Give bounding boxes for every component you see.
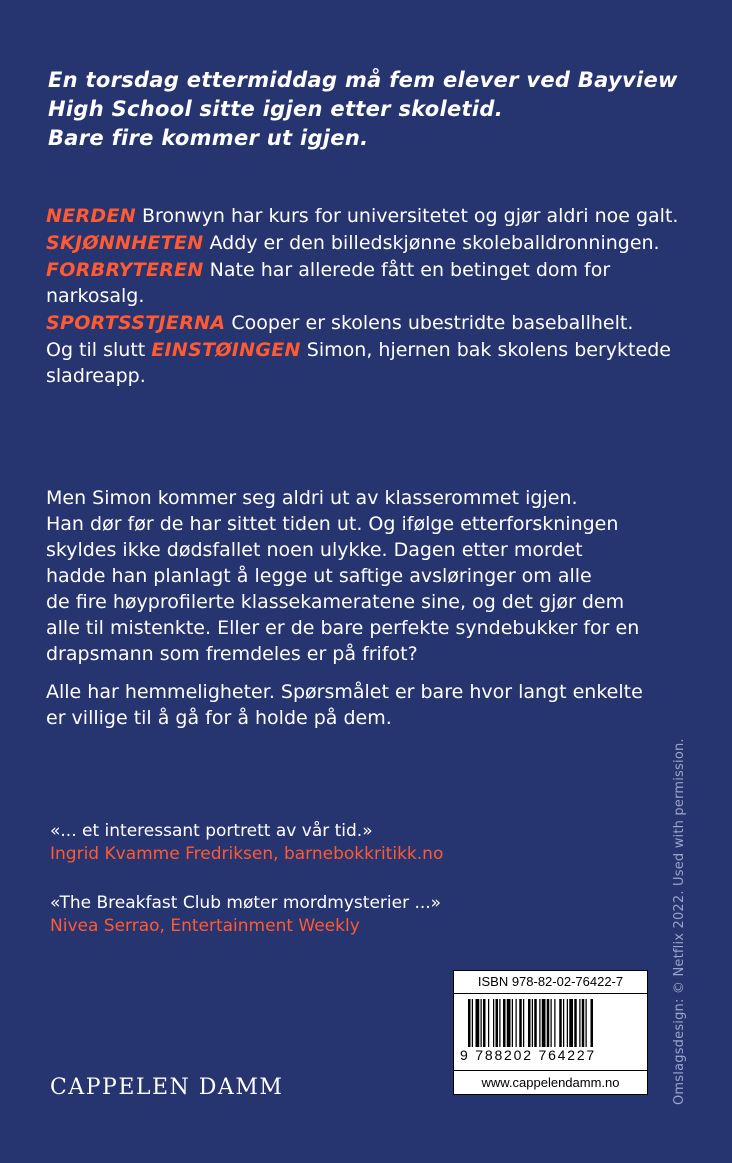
synopsis-line: alle til mistenkte. Eller er de bare perfekte syndebukker for en — [46, 617, 640, 639]
isbn-number: ISBN 978-82-02-76422-7 — [454, 971, 647, 994]
quote-text: «... et interessant portrett av vår tid.» — [50, 821, 373, 841]
publisher-logo: CAPPELEN DAMM — [50, 1075, 284, 1100]
synopsis-paragraph — [46, 485, 696, 667]
closing-paragraph — [46, 679, 696, 731]
character-outcast — [46, 337, 686, 389]
synopsis-line: drapsmann som fremdeles er på frifot? — [46, 643, 418, 665]
barcode-digits: 9 788202 764227 — [460, 1047, 596, 1063]
closing-line: Alle har hemmeligheter. Spørsmålet er bare hvor langt enkelte — [46, 681, 643, 703]
synopsis-line: Men Simon kommer seg aldri ut av klasserommet igjen. — [46, 487, 578, 509]
review-quote — [50, 892, 550, 938]
character-prefix: Og til slutt — [46, 339, 152, 361]
cover-credit: Omslagsdesign: © Netflix 2022. Used with permission. — [672, 738, 687, 1105]
character-athlete — [46, 310, 686, 336]
character-tag: FORBRYTEREN — [46, 259, 204, 281]
publisher-url: www.cappelendamm.no — [454, 1070, 647, 1095]
tagline — [48, 66, 688, 153]
quote-source: Ingrid Kvamme Fredriksen, barnebokkritikk.no — [50, 844, 444, 864]
character-description: Bronwyn har kurs for universitetet og gjør aldri noe galt. — [135, 205, 679, 227]
character-criminal — [46, 257, 686, 309]
character-tag: SKJØNNHETEN — [46, 232, 204, 254]
character-description: Cooper er skolens ubestridte baseballhelt. — [225, 312, 634, 334]
tagline-line: Bare fire kommer ut igjen. — [48, 126, 369, 150]
isbn-barcode — [453, 970, 648, 1095]
review-quote — [50, 820, 550, 866]
character-tag: EINSTØINGEN — [151, 339, 301, 361]
character-description: Addy er den billedskjønne skoleballdronningen. — [203, 232, 660, 254]
tagline-line: High School sitte igjen etter skoletid. — [48, 97, 503, 121]
tagline-line: En torsdag ettermiddag må fem elever ved Bayview — [48, 68, 678, 92]
character-description: Simon, hjernen bak skolens beryktede sladreapp. — [46, 339, 671, 387]
barcode-icon — [468, 999, 634, 1047]
character-beauty — [46, 230, 686, 256]
character-tag: NERDEN — [46, 205, 136, 227]
closing-line: er villige til å gå for å holde på dem. — [46, 707, 392, 729]
character-description: Nate har allerede fått en betinget dom for narkosalg. — [46, 259, 611, 307]
synopsis-line: hadde han planlagt å legge ut saftige avsløringer om alle — [46, 565, 592, 587]
synopsis-line: de fire høyprofilerte klassekameratene sine, og det gjør dem — [46, 591, 625, 613]
quote-source: Nivea Serrao, Entertainment Weekly — [50, 916, 360, 936]
character-nerd — [46, 203, 686, 229]
quote-text: «The Breakfast Club møter mordmysterier ...» — [50, 893, 442, 913]
character-tag: SPORTSSTJERNA — [46, 312, 226, 334]
synopsis-line: Han dør før de har sittet tiden ut. Og ifølge etterforskningen — [46, 513, 619, 535]
character-list — [46, 203, 686, 389]
synopsis-line: skyldes ikke dødsfallet noen ulykke. Dagen etter mordet — [46, 539, 583, 561]
